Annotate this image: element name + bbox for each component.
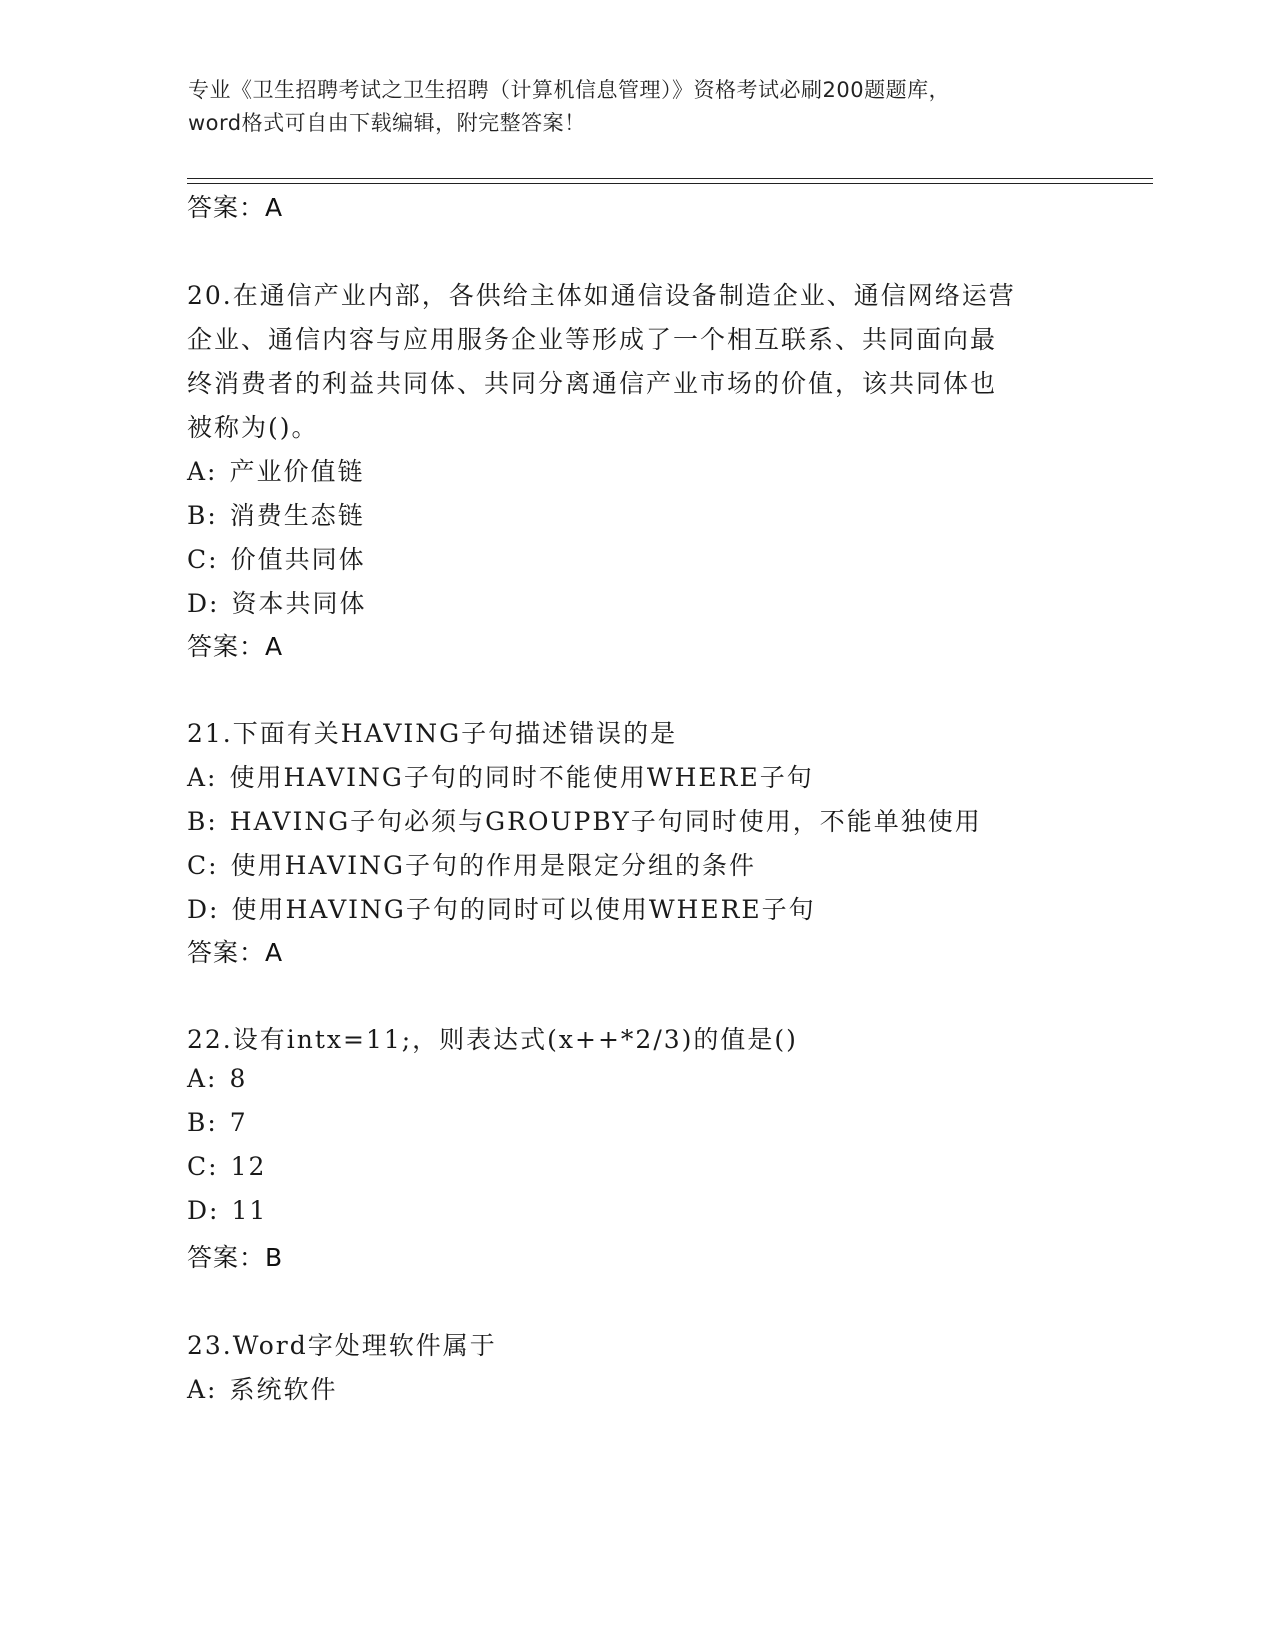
question-20-stem-line-1: 20.在通信产业内部，各供给主体如通信设备制造企业、通信网络运营	[187, 281, 1016, 310]
question-21-option-d: D: 使用HAVING子句的同时可以使用WHERE子句	[187, 895, 816, 924]
question-22-stem: 22.设有intx=11;，则表达式(x++*2/3)的值是()	[187, 1025, 798, 1054]
question-23-stem: 23.Word字处理软件属于	[187, 1331, 497, 1360]
answer-line	[187, 188, 283, 224]
question-20-stem-line-3: 终消费者的利益共同体、共同分离通信产业市场的价值，该共同体也	[187, 369, 998, 398]
question-22-option-b: B: 7	[187, 1108, 248, 1137]
header-line-2: word格式可自由下载编辑，附完整答案！	[188, 111, 586, 135]
question-20-stem-line-2: 企业、通信内容与应用服务企业等形成了一个相互联系、共同面向最	[187, 325, 998, 354]
question-20-option-a: A: 产业价值链	[187, 457, 365, 486]
question-22-option-a: A: 8	[187, 1064, 248, 1093]
question-20-answer: 答案：A	[187, 632, 284, 661]
question-21-option-c: C: 使用HAVING子句的作用是限定分组的条件	[187, 851, 756, 880]
document-header	[188, 74, 1088, 140]
question-21-answer: 答案：A	[187, 938, 284, 967]
question-20-option-c: C: 价值共同体	[187, 545, 366, 574]
header-rule-bottom	[187, 183, 1153, 184]
question-22-option-c: C: 12	[187, 1152, 267, 1181]
answer-prefix: 答案：	[187, 193, 266, 222]
question-23-option-a: A: 系统软件	[187, 1375, 338, 1404]
header-line-1: 专业《卫生招聘考试之卫生招聘（计算机信息管理）》资格考试必刷200题题库，	[188, 78, 951, 102]
question-22-option-d: D: 11	[187, 1196, 268, 1225]
question-20-option-b: B: 消费生态链	[187, 501, 365, 530]
question-21-option-a: A: 使用HAVING子句的同时不能使用WHERE子句	[187, 763, 814, 792]
answer-value: A	[265, 193, 284, 222]
question-20-option-d: D: 资本共同体	[187, 589, 367, 618]
header-rule-top	[187, 178, 1153, 179]
question-21-option-b: B: HAVING子句必须与GROUPBY子句同时使用，不能单独使用	[187, 807, 982, 836]
question-21-stem: 21.下面有关HAVING子句描述错误的是	[187, 719, 678, 748]
question-20-stem-line-4: 被称为()。	[187, 413, 319, 442]
question-22-answer: 答案：B	[187, 1243, 284, 1272]
